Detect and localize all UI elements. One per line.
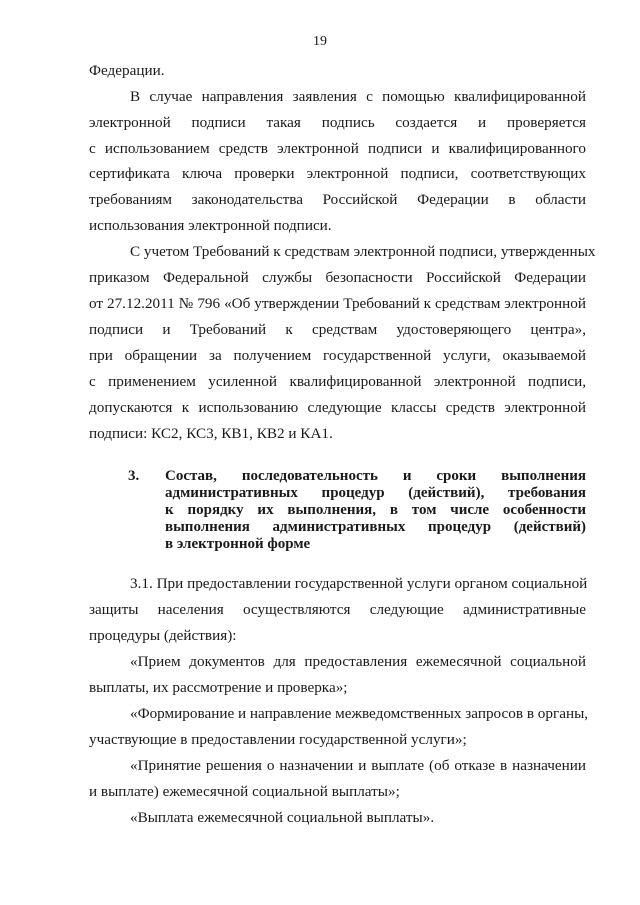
section-title-line: Состав, последовательность и сроки выполнения <box>165 468 586 484</box>
section-title-line: в электронной форме <box>165 536 311 552</box>
text-line: при обращении за получением государственной услуги, оказываемой <box>89 347 586 364</box>
text-line: с использованием средств электронной подписи и квалифицированного <box>89 140 586 157</box>
section-title-line: выполнения административных процедур (действий) <box>165 519 586 535</box>
text-line: выплаты, их рассмотрение и проверка»; <box>89 679 348 696</box>
text-line: требованиям законодательства Российской Федерации в области <box>89 191 586 208</box>
text-line: электронной подписи такая подпись создается и проверяется <box>89 114 586 131</box>
text-line: использования электронной подписи. <box>89 217 332 234</box>
section-number: 3. <box>128 468 140 484</box>
text-line: сертификата ключа проверки электронной подписи, соответствующих <box>89 165 586 182</box>
text-line: подписи и Требований к средствам удостоверяющего центра», <box>89 321 586 338</box>
text-line: и выплате) ежемесячной социальной выплаты»; <box>89 783 400 800</box>
text-line: приказом Федеральной службы безопасности Российской Федерации <box>89 269 586 286</box>
text-line: процедуры (действия): <box>89 627 237 644</box>
text-line: допускаются к использованию следующие классы средств электронной <box>89 399 586 416</box>
section-title-line: к порядку их выполнения, в том числе особенности <box>165 502 586 518</box>
text-line: «Прием документов для предоставления ежемесячной социальной <box>130 653 586 670</box>
text-line: с применением усиленной квалифицированной электронной подписи, <box>89 373 586 390</box>
text-line: 3.1. При предоставлении государственной услуги органом социальной <box>130 575 588 592</box>
page-number: 19 <box>313 34 327 49</box>
text-line: участвующие в предоставлении государственной услуги»; <box>89 731 467 748</box>
section-title-line: административных процедур (действий), требования <box>165 485 586 501</box>
text-line: С учетом Требований к средствам электронной подписи, утвержденных <box>130 243 596 260</box>
text-line: Федерации. <box>89 62 165 79</box>
text-line: «Принятие решения о назначении и выплате (об отказе в назначении <box>130 757 586 774</box>
text-line: от 27.12.2011 № 796 «Об утверждении Требований к средствам электронной <box>89 295 586 312</box>
text-line: «Выплата ежемесячной социальной выплаты». <box>130 809 435 826</box>
text-line: подписи: КС2, КС3, КВ1, КВ2 и КА1. <box>89 425 333 442</box>
text-line: В случае направления заявления с помощью квалифицированной <box>130 88 586 105</box>
text-line: защиты населения осуществляются следующие административные <box>89 601 586 618</box>
text-line: «Формирование и направление межведомственных запросов в органы, <box>130 705 589 722</box>
